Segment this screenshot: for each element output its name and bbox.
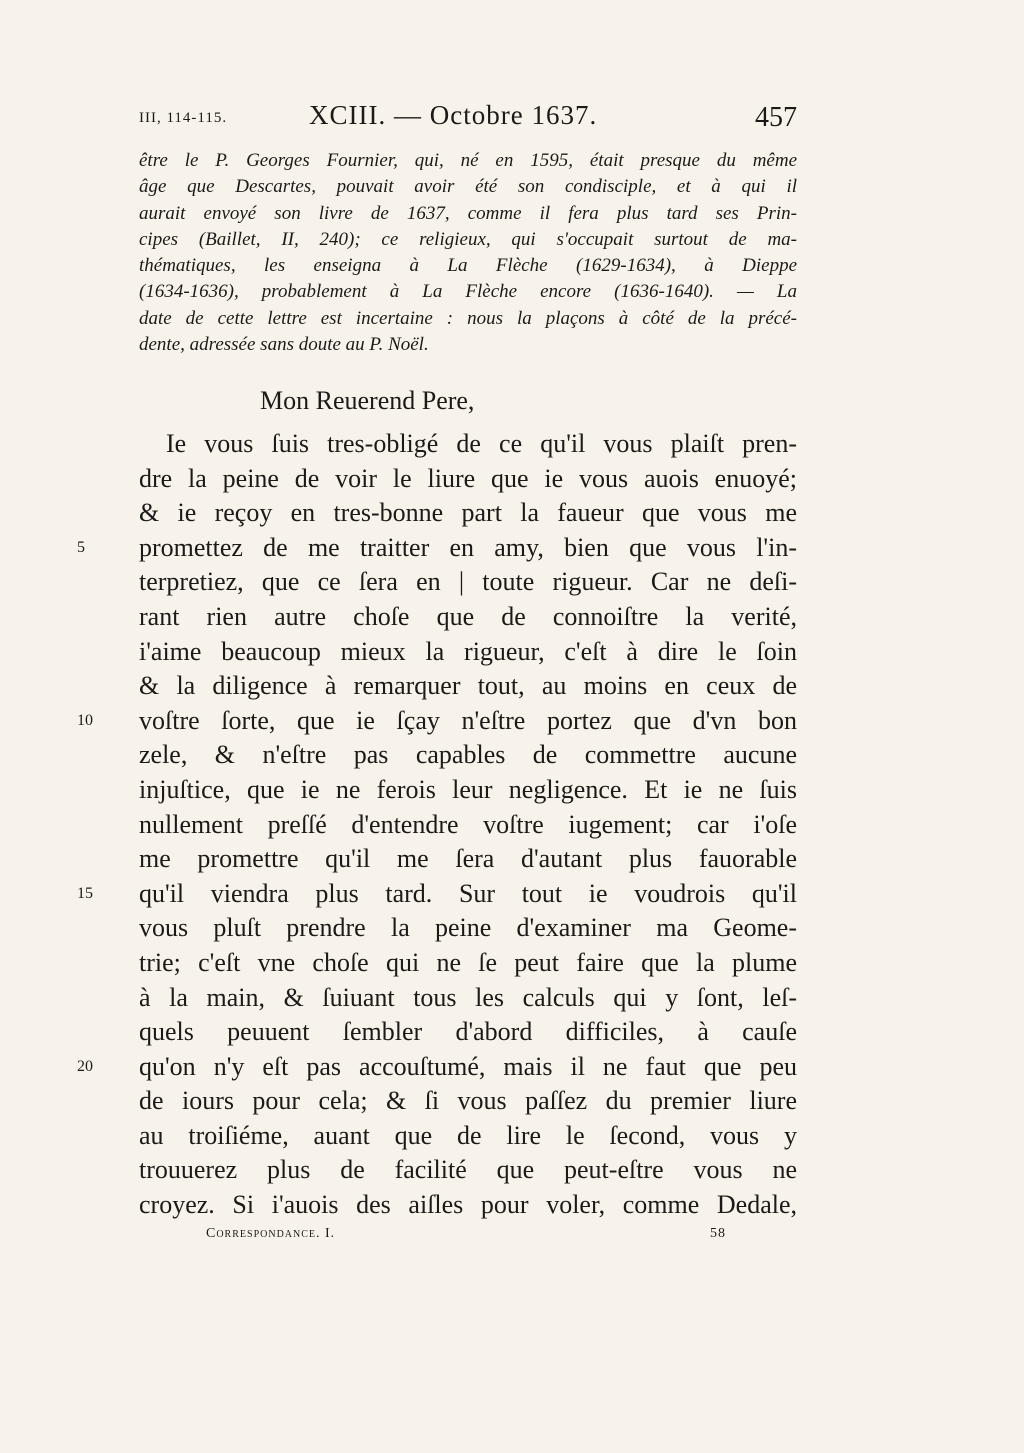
letter-line-text: croyez. Si i'auois des aiſles pour voler, comme Dedale,	[139, 1190, 797, 1220]
sheet-number: 58	[710, 1226, 726, 1241]
note-line: date de cette lettre est incertaine : nous la plaçons à côté de la précé-	[139, 307, 797, 329]
letter-line-text: voſtre ſorte, que ie ſçay n'eſtre portez que d'vn bon	[139, 705, 797, 735]
page-title: XCIII. — Octobre 1637.	[309, 100, 598, 130]
letter-line-text: quels peuuent ſembler d'abord difficiles, à cauſe	[139, 1017, 797, 1047]
letter-line-text: au troiſiéme, auant que de lire le ſecond, vous y	[139, 1120, 797, 1150]
letter-line	[139, 946, 797, 981]
letter-line	[139, 427, 797, 462]
letter-line	[139, 462, 797, 497]
letter-line-text: à la main, & ſuiuant tous les calculs qui y ſont, leſ-	[139, 982, 797, 1012]
letter-line	[77, 877, 797, 912]
letter-line-text: dre la peine de voir le liure que ie vous auois enuoyé;	[139, 463, 797, 493]
note-line: (1634-1636), probablement à La Flèche encore (1636-1640). — La	[139, 281, 797, 303]
letter-line	[139, 773, 797, 808]
note-line: âge que Descartes, pouvait avoir été son condisciple, et à qui il	[139, 176, 797, 198]
letter-line	[77, 1050, 797, 1085]
letter-line	[139, 911, 797, 946]
editorial-note	[139, 148, 797, 358]
letter-line	[139, 738, 797, 773]
letter-line-text: injuſtice, que ie ne ferois leur negligence. Et ie ne ſuis	[139, 774, 797, 804]
note-line: dente, adressée sans doute au P. Noël.	[139, 334, 429, 356]
note-line: cipes (Baillet, II, 240); ce religieux, qui s'occupait surtout de ma-	[139, 228, 797, 250]
letter-line	[139, 1119, 797, 1154]
letter-line-text: terpretiez, que ce ſera en | toute rigueur. Car ne deſi-	[139, 567, 797, 597]
note-line: aurait envoyé son livre de 1637, comme il fera plus tard ses Prin-	[139, 202, 797, 224]
letter-body	[77, 427, 797, 1223]
letter-line-text: qu'il viendra plus tard. Sur tout ie voudrois qu'il	[139, 878, 797, 908]
letter-line	[77, 531, 797, 566]
letter-line	[139, 808, 797, 843]
note-line: être le P. Georges Fournier, qui, né en 1595, était presque du même	[139, 150, 797, 171]
line-number: 10	[77, 711, 93, 729]
signature-mark: Correspondance. I.	[206, 1226, 336, 1241]
page-number: 457	[755, 102, 797, 133]
letter-line-text: me promettre qu'il me ſera d'autant plus fauorable	[139, 844, 797, 874]
letter-line-text: & la diligence à remarquer tout, au moins en ceux de	[139, 671, 797, 701]
line-number: 20	[77, 1057, 93, 1075]
note-line: thématiques, les enseigna à La Flèche (1629-1634), à Dieppe	[139, 255, 797, 277]
letter-line-text: rant rien autre choſe que de connoiſtre la verité,	[139, 601, 797, 631]
running-header	[139, 100, 797, 142]
letter-line-text: nullement preſſé d'entendre voſtre iugement; car i'oſe	[139, 809, 797, 839]
letter-line	[139, 600, 797, 635]
letter-line-text: promettez de me traitter en amy, bien que vous l'in-	[139, 532, 797, 562]
letter-line	[139, 1188, 797, 1223]
letter-line-text: trie; c'eſt vne choſe qui ne ſe peut faire que la plume	[139, 947, 797, 977]
letter-line	[77, 704, 797, 739]
letter-line	[139, 842, 797, 877]
letter-line	[139, 1153, 797, 1188]
line-number: 15	[77, 884, 93, 902]
letter-line	[139, 496, 797, 531]
letter-line	[139, 565, 797, 600]
volume-reference: III, 114-115.	[139, 110, 228, 126]
page-footer	[206, 1226, 726, 1250]
letter-line	[139, 635, 797, 670]
letter-line-text: trouuerez plus de facilité que peut-eſtre vous ne	[139, 1155, 797, 1185]
letter-line-text: de iours pour cela; & ſi vous paſſez du premier liure	[139, 1086, 797, 1116]
letter-line-text: zele, & n'eſtre pas capables de commettre aucune	[139, 740, 797, 770]
letter-line	[139, 1084, 797, 1119]
letter-line-text: i'aime beaucoup mieux la rigueur, c'eſt à dire le ſoin	[139, 636, 797, 666]
letter-line-text: qu'on n'y eſt pas accouſtumé, mais il ne faut que peu	[139, 1051, 797, 1081]
line-number: 5	[77, 538, 85, 556]
letter-line-text: & ie reçoy en tres-bonne part la faueur que vous me	[139, 498, 797, 528]
letter-line	[139, 669, 797, 704]
letter-line-text: vous pluſt prendre la peine d'examiner ma Geome-	[139, 913, 797, 943]
letter-salutation: Mon Reuerend Pere,	[260, 386, 475, 415]
letter-line	[139, 981, 797, 1016]
letter-line-text: Ie vous ſuis tres-obligé de ce qu'il vous plaiſt pren-	[166, 429, 797, 458]
letter-line	[139, 1015, 797, 1050]
